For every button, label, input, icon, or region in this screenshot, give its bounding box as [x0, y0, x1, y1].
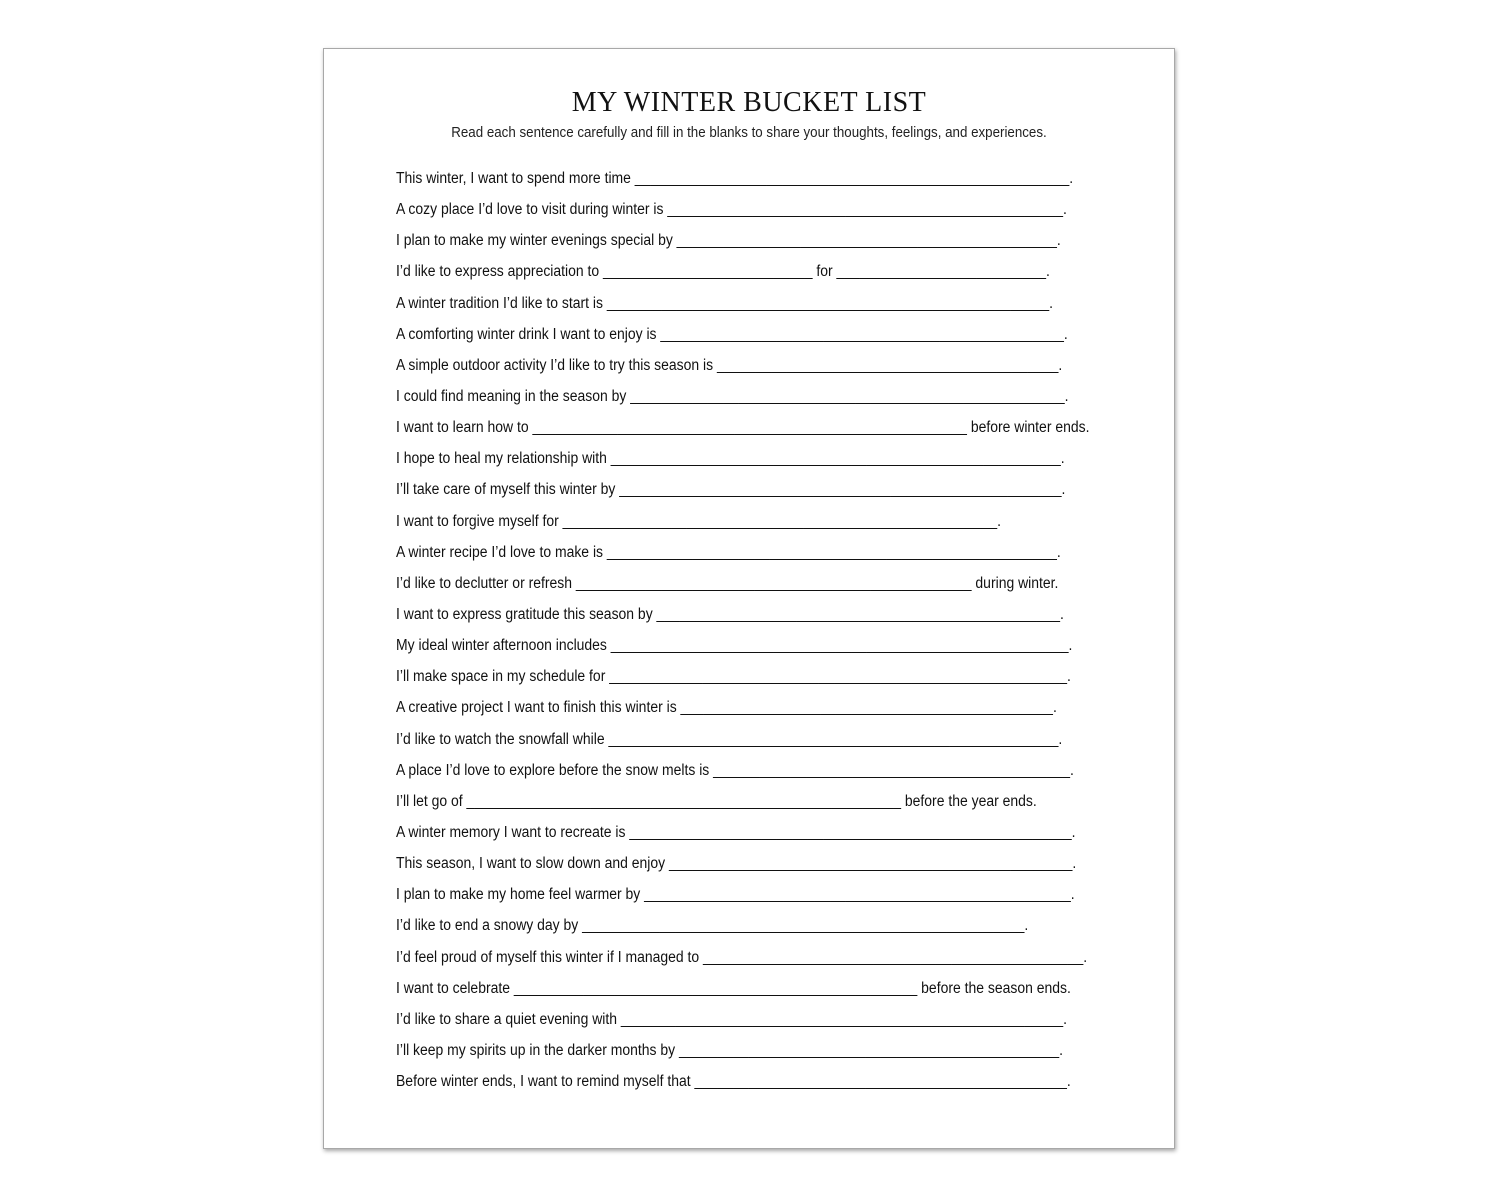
prompt-line: I want to express gratitude this season by ____________________________________________________.: [396, 605, 1064, 623]
prompt-line: I want to forgive myself for ________________________________________________________.: [396, 512, 1002, 530]
prompt-line: This winter, I want to spend more time ________________________________________________________.: [396, 170, 1074, 187]
prompt-line: I hope to heal my relationship with __________________________________________________________.: [396, 450, 1065, 468]
prompt-line: I’d like to watch the snowfall while __________________________________________________________.: [396, 730, 1063, 748]
prompt-line: I’d like to share a quiet evening with _________________________________________________________.: [396, 1010, 1067, 1028]
prompt-line: A comforting winter drink I want to enjoy is ____________________________________________________.: [396, 325, 1068, 343]
prompt-line: I want to learn how to ________________________________________________________ before winter ends.: [396, 419, 1090, 437]
prompt-line: Before winter ends, I want to remind myself that ________________________________________________.: [396, 1073, 1071, 1091]
prompt-line: A place I’d love to explore before the snow melts is ______________________________________________.: [396, 761, 1074, 779]
prompt-line: I want to celebrate ____________________________________________________ before the season ends.: [396, 979, 1071, 997]
instructions: Read each sentence carefully and fill in the blanks to share your thoughts, feelings, and experiences.: [451, 125, 1047, 141]
prompt-line: I’ll take care of myself this winter by _________________________________________________________.: [396, 481, 1066, 499]
prompt-line: I’ll let go of ________________________________________________________ before the year ends.: [396, 792, 1037, 810]
prompt-line: I’d like to end a snowy day by _________________________________________________________.: [396, 917, 1029, 935]
prompt-list: [396, 163, 1116, 1097]
worksheet-page: [323, 48, 1175, 1149]
prompt-line: I’d like to express appreciation to ___________________________ for ___________________________.: [396, 263, 1050, 281]
prompt-line: I’d like to declutter or refresh ___________________________________________________ during winter.: [396, 574, 1059, 592]
prompt-line: I’ll make space in my schedule for ___________________________________________________________.: [396, 668, 1071, 686]
prompt-line: A winter tradition I’d like to start is _________________________________________________________.: [396, 294, 1053, 312]
prompt-line: A creative project I want to finish this winter is ________________________________________________.: [396, 699, 1057, 717]
prompt-line: I plan to make my winter evenings special by _________________________________________________.: [396, 232, 1061, 250]
prompt-line: A simple outdoor activity I’d like to try this season is ____________________________________________.: [396, 356, 1063, 374]
prompt-line: I’d feel proud of myself this winter if I managed to _________________________________________________.: [396, 948, 1088, 966]
prompt-line: I could find meaning in the season by ________________________________________________________.: [396, 387, 1069, 405]
prompt-line: A cozy place I’d love to visit during winter is ___________________________________________________.: [396, 201, 1067, 219]
prompt-line: A winter memory I want to recreate is _________________________________________________________.: [396, 823, 1076, 841]
prompt-line: My ideal winter afternoon includes ___________________________________________________________.: [396, 637, 1073, 655]
prompt-line: I’ll keep my spirits up in the darker months by _________________________________________________.: [396, 1041, 1064, 1059]
prompt-line: This season, I want to slow down and enjoy ____________________________________________________.: [396, 855, 1077, 873]
prompt-line: A winter recipe I’d love to make is __________________________________________________________.: [396, 543, 1061, 561]
prompt-line: I plan to make my home feel warmer by _______________________________________________________.: [396, 886, 1075, 904]
page-title: MY WINTER BUCKET LIST: [571, 87, 927, 118]
